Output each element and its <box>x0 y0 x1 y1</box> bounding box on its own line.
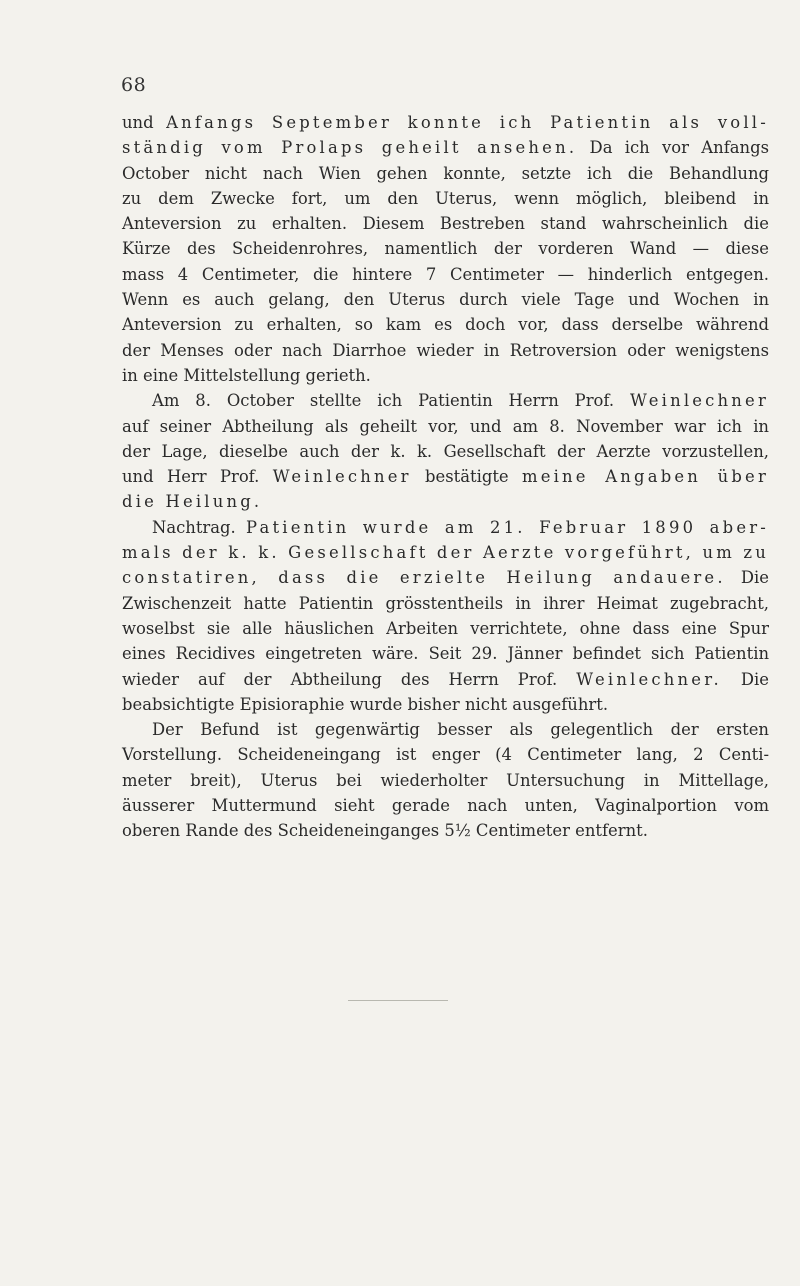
text-line <box>122 236 769 261</box>
text-line <box>122 388 769 413</box>
text-run: Zwischenzeit hatte Patientin grösstentheils in ihrer Heimat zugebracht, <box>122 593 769 613</box>
text-line <box>122 161 769 186</box>
text-line <box>122 135 769 160</box>
text-line <box>122 110 769 135</box>
spaced-text-run: Weinlechner. <box>576 669 722 689</box>
text-line <box>122 186 769 211</box>
text-run: October nicht nach Wien gehen konnte, setzte ich die Behandlung <box>122 163 769 183</box>
text-run: zu dem Zwecke fort, um den Uterus, wenn möglich, bleibend in <box>122 188 769 208</box>
text-line <box>122 768 769 793</box>
text-line <box>122 591 769 616</box>
text-line <box>122 515 769 540</box>
text-run: Die <box>725 568 769 588</box>
text-line <box>122 793 769 818</box>
text-line <box>122 489 769 514</box>
body-text <box>122 110 769 844</box>
spaced-text-run: constatiren, dass die erzielte Heilung andauere. <box>122 568 726 588</box>
text-line <box>122 363 769 388</box>
text-run: Vorstellung. Scheideneingang ist enger (4 Centimeter lang, 2 Centi- <box>122 745 769 765</box>
text-run: meter breit), Uterus bei wiederholter Untersuchung in Mittellage, <box>122 770 769 790</box>
text-line <box>122 540 769 565</box>
text-run: mass 4 Centimeter, die hintere 7 Centimeter — hinderlich entgegen. <box>122 264 769 284</box>
text-run: und <box>122 113 167 132</box>
text-line <box>122 692 769 717</box>
text-line <box>122 717 769 742</box>
spaced-text-run: ständig vom Prolaps geheilt ansehen. <box>122 138 578 158</box>
text-line <box>122 414 769 439</box>
text-run: der Menses oder nach Diarrhoe wieder in Retroversion oder wenigstens <box>122 340 769 360</box>
text-run: Kürze des Scheidenrohres, namentlich der vorderen Wand — diese <box>122 239 769 259</box>
spaced-text-run: die Heilung. <box>122 492 263 512</box>
text-run: Da ich vor Anfangs <box>577 138 769 158</box>
spaced-text-run: Anfangs September konnte ich Patientin als voll- <box>166 113 769 132</box>
text-line <box>122 464 769 489</box>
text-line <box>122 338 769 363</box>
text-run: Anteversion zu erhalten. Diesem Bestreben stand wahrscheinlich die <box>122 214 769 234</box>
text-run: woselbst sie alle häuslichen Arbeiten verrichtete, ohne dass eine Spur <box>122 618 769 638</box>
text-line <box>122 262 769 287</box>
text-run: der Lage, dieselbe auch der k. k. Gesellschaft der Aerzte vorzustellen, <box>122 441 769 461</box>
text-line <box>122 565 769 590</box>
text-line <box>122 287 769 312</box>
text-run: Wenn es auch gelang, den Uterus durch viele Tage und Wochen in <box>122 290 769 310</box>
spaced-text-run: mals der k. k. Gesellschaft der Aerzte vorgeführt, um zu <box>122 543 769 563</box>
text-run: Anteversion zu erhalten, so kam es doch vor, dass derselbe während <box>122 315 769 335</box>
spaced-text-run: Weinlechner <box>630 391 769 411</box>
text-run: bestätigte <box>411 467 522 487</box>
text-run: wieder auf der Abtheilung des Herrn Prof. <box>122 669 577 689</box>
text-line <box>122 439 769 464</box>
text-line <box>122 818 769 843</box>
text-line <box>122 616 769 641</box>
text-run: oberen Rande des Scheideneinganges 5½ Centimeter entfernt. <box>122 821 648 841</box>
text-run: Nachtrag. <box>152 517 247 537</box>
text-line <box>122 312 769 337</box>
text-run: eines Recidives eingetreten wäre. Seit 29. Jänner befindet sich Patientin <box>122 644 769 664</box>
text-run: beabsichtigte Episioraphie wurde bisher nicht ausgeführt. <box>122 694 609 714</box>
text-line <box>122 641 769 666</box>
page-number: 68 <box>121 74 147 96</box>
spaced-text-run: Weinlechner <box>272 467 412 487</box>
text-run: auf seiner Abtheilung als geheilt vor, und am 8. November war ich in <box>122 416 769 436</box>
text-run: Der Befund ist gegenwärtig besser als gelegentlich der ersten <box>152 720 769 740</box>
text-run: Die <box>721 669 769 689</box>
text-line <box>122 742 769 767</box>
spaced-text-run: meine Angaben über <box>521 467 769 487</box>
text-line <box>122 211 769 236</box>
text-run: äusserer Muttermund sieht gerade nach unten, Vaginalportion vom <box>122 796 769 816</box>
footnote-rule <box>348 1000 448 1001</box>
text-run: Am 8. October stellte ich Patientin Herrn Prof. <box>152 391 631 411</box>
text-run: und Herr Prof. <box>122 467 273 487</box>
spaced-text-run: Patientin wurde am 21. Februar 1890 aber- <box>246 517 769 537</box>
text-run: in eine Mittelstellung gerieth. <box>122 365 371 385</box>
text-line <box>122 667 769 692</box>
